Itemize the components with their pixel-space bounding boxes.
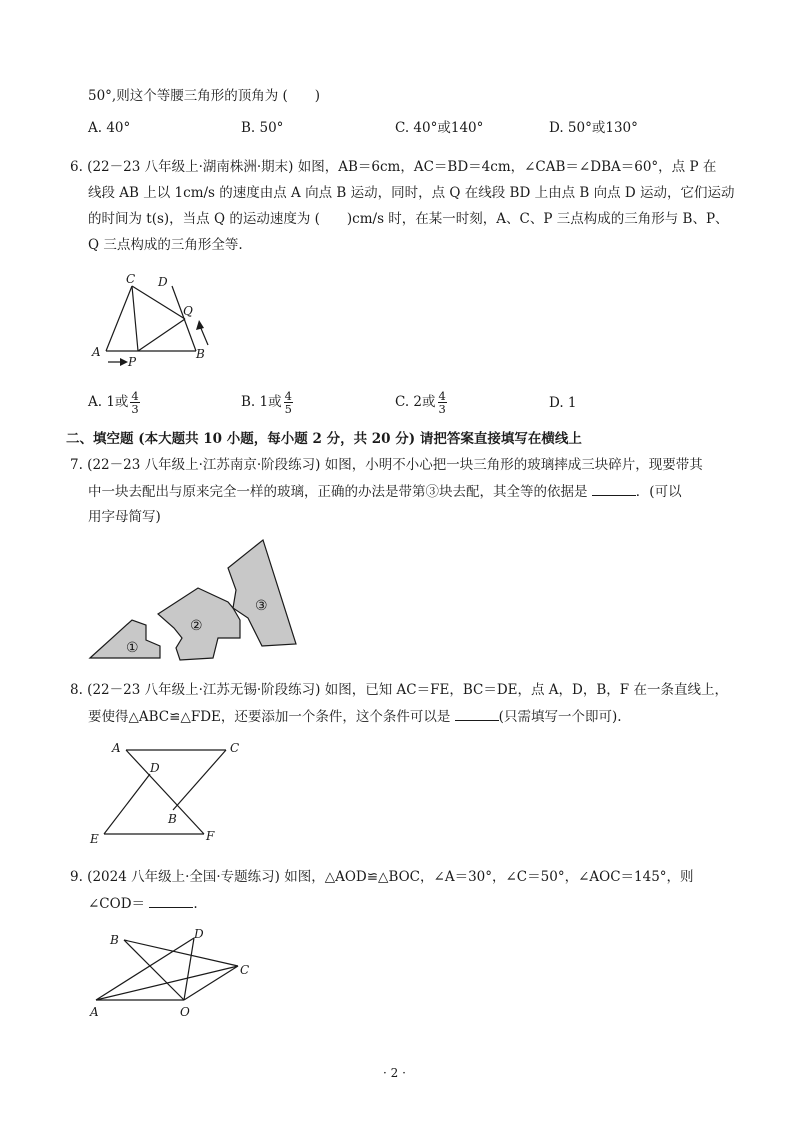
q7-stem-line-2 — [88, 481, 682, 502]
q6-option-b — [241, 390, 293, 415]
q6-label-d: D — [158, 275, 168, 289]
q8-stem-line-2-tail: (只需填写一个即可). — [498, 709, 622, 725]
q7-piece-2-label: ② — [190, 618, 203, 634]
q7-piece-3-label: ③ — [255, 598, 268, 614]
q6-arrow-p-head — [120, 358, 128, 366]
q9-answer-blank[interactable] — [149, 893, 193, 908]
section-2-heading: 二、填空题 (本大题共 10 小题，每小题 2 分，共 20 分) 请把答案直接填写在横线上 — [66, 431, 582, 447]
q8-segment-cb — [173, 750, 226, 810]
q7-piece-1-label: ① — [126, 640, 139, 656]
q6-segment-bd — [172, 286, 196, 351]
q8-stem-line-1: 8. (22－23 八年级上·江苏无锡·阶段练习) 如图，已知 AC＝FE，BC＝DE，点 A，D，B，F 在一条直线上， — [70, 682, 728, 698]
q6-option-b-fraction — [284, 390, 293, 415]
q6-option-c-text: C. 2或 — [395, 394, 436, 410]
q8-figure — [88, 736, 248, 848]
q5-option-b: B. 50° — [241, 120, 284, 136]
q9-segment-ad — [96, 938, 194, 1000]
q8-segment-de — [104, 774, 150, 834]
q9-figure — [88, 924, 258, 1024]
q9-label-d: D — [194, 927, 204, 941]
q8-label-e: E — [90, 832, 99, 846]
q5-option-d: D. 50°或130° — [549, 120, 638, 136]
q7-stem-line-1: 7. (22－23 八年级上·江苏南京·阶段练习) 如图，小明不小心把一块三角形的玻璃摔成三块碎片，现要带其 — [70, 457, 703, 473]
q6-segment-pq — [138, 319, 185, 351]
q6-option-b-numerator: 4 — [284, 389, 292, 403]
q7-stem-line-2-tail: ．(可以 — [635, 484, 682, 500]
q8-label-f: F — [206, 829, 215, 843]
q7-stem-line-2-text: 中一块去配出与原来完全一样的玻璃，正确的办法是带第③块去配，其全等的依据是 — [88, 484, 588, 500]
q9-segment-bc — [124, 940, 238, 966]
page-number: · 2 · — [383, 1066, 406, 1080]
q6-option-a — [88, 390, 140, 415]
q8-label-c: C — [230, 741, 240, 755]
q9-segment-oc — [184, 966, 238, 1000]
q6-stem-line-1: 6. (22－23 八年级上·湖南株洲·期末) 如图，AB＝6cm，AC＝BD＝4cm，∠CAB＝∠DBA＝60°，点 P 在 — [70, 159, 717, 175]
q8-label-b: B — [168, 812, 177, 826]
q8-label-a: A — [112, 741, 121, 755]
q6-label-a: A — [92, 345, 101, 359]
q6-stem-line-2: 线段 AB 上以 1cm/s 的速度由点 A 向点 B 运动，同时，点 Q 在线段 BD 上由点 B 向点 D 运动，它们运动 — [88, 185, 735, 201]
q6-label-p: P — [128, 355, 137, 369]
q7-piece-1 — [90, 620, 160, 658]
q7-answer-blank[interactable] — [592, 481, 636, 496]
q6-segment-ac — [106, 286, 132, 351]
q6-arrow-q-head — [196, 320, 204, 330]
q7-figure — [88, 538, 304, 662]
q8-answer-blank[interactable] — [455, 706, 499, 721]
q9-label-o: O — [180, 1005, 190, 1019]
q7-stem-line-3: 用字母简写) — [88, 509, 161, 525]
q6-option-c — [395, 390, 447, 415]
q5-option-a: A. 40° — [88, 120, 131, 136]
q8-stem-line-2-text: 要使得△ABC≌△FDE，还要添加一个条件，这个条件可以是 — [88, 709, 451, 725]
q8-label-d: D — [150, 761, 160, 775]
q9-stem-line-1: 9. (2024 八年级上·全国·专题练习) 如图，△AOD≌△BOC，∠A＝30°，∠C＝50°，∠AOC＝145°，则 — [70, 869, 694, 885]
q6-option-a-text: A. 1或 — [88, 394, 129, 410]
q6-segment-cp — [132, 286, 138, 351]
q9-label-b: B — [110, 933, 119, 947]
q6-option-d: D. 1 — [549, 395, 577, 411]
q8-stem-line-2 — [88, 706, 622, 727]
q6-figure — [88, 268, 228, 370]
q6-stem-line-3: 的时间为 t(s)，当点 Q 的运动速度为 ( )cm/s 时，在某一时刻，A、C、P 三点构成的三角形与 B、P、 — [88, 211, 729, 227]
q6-option-c-fraction — [438, 390, 447, 415]
q6-segment-cq — [132, 286, 185, 319]
q9-label-c: C — [240, 963, 250, 977]
q6-option-a-numerator: 4 — [131, 389, 139, 403]
q9-stem-line-2 — [88, 893, 198, 914]
q6-option-b-text: B. 1或 — [241, 394, 282, 410]
q6-option-a-denominator: 3 — [131, 402, 139, 416]
q5-stem: 50°,则这个等腰三角形的顶角为 ( ) — [88, 88, 321, 104]
q9-stem-line-2-text: ∠COD＝ — [88, 896, 146, 912]
q9-stem-line-2-tail: . — [193, 896, 198, 912]
q6-label-b: B — [196, 347, 205, 361]
q6-option-c-denominator: 3 — [438, 402, 446, 416]
q9-label-a: A — [90, 1005, 99, 1019]
q6-option-b-denominator: 5 — [284, 402, 292, 416]
q6-arrow-q-shaft — [200, 326, 208, 345]
q6-label-q: Q — [183, 304, 193, 318]
q6-option-a-fraction — [130, 390, 139, 415]
q5-option-c: C. 40°或140° — [395, 120, 484, 136]
q6-label-c: C — [126, 272, 136, 286]
q6-stem-line-4: Q 三点构成的三角形全等. — [88, 237, 243, 253]
q9-segment-do — [184, 938, 194, 1000]
q8-segment-af — [126, 750, 204, 834]
q6-option-c-numerator: 4 — [438, 389, 446, 403]
